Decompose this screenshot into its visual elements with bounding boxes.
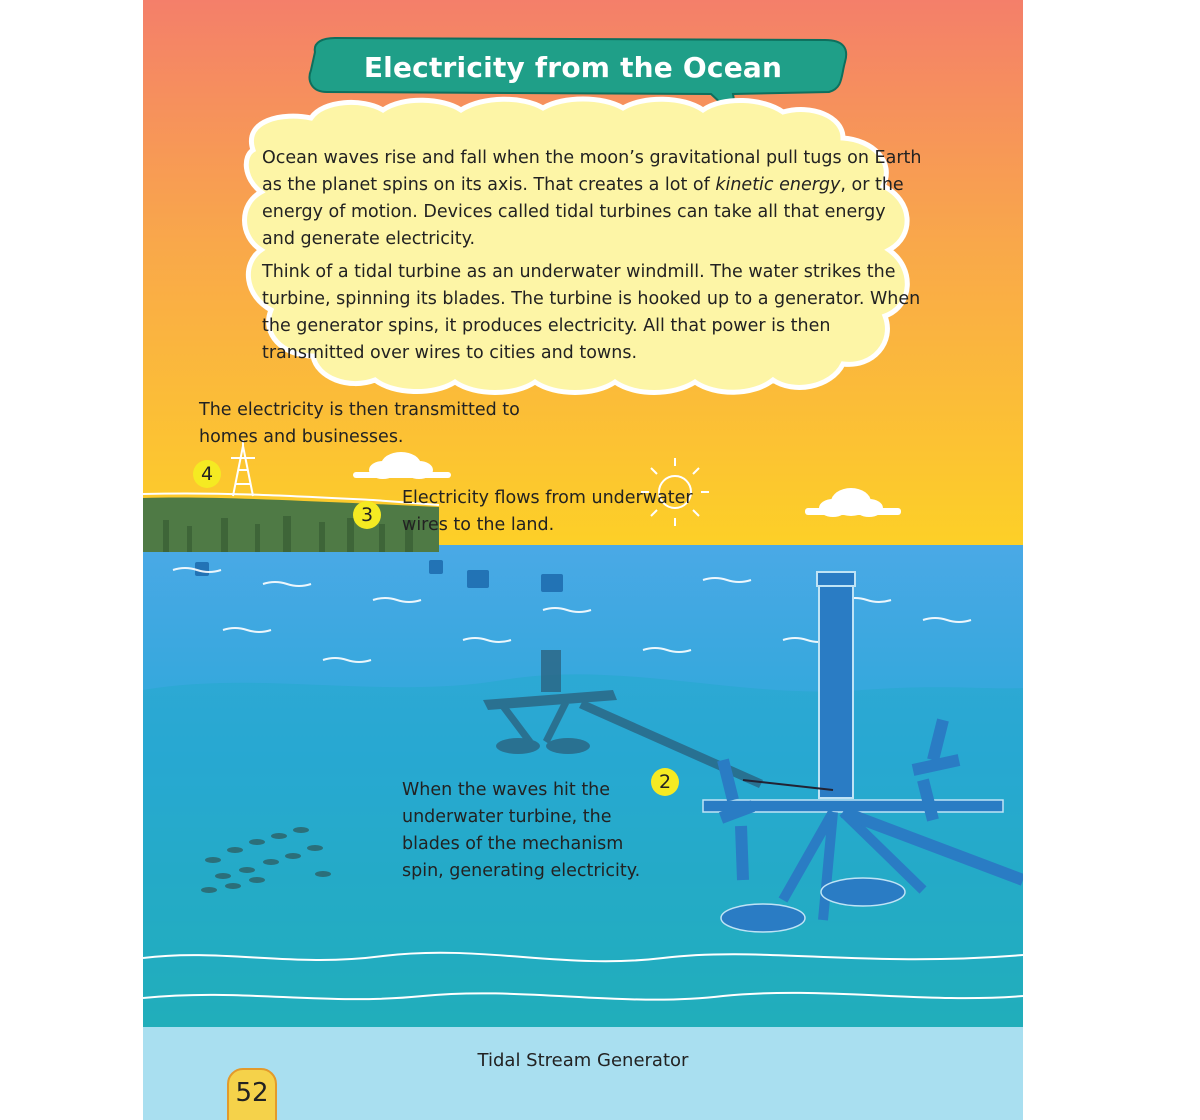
intro-paragraph-2: Think of a tidal turbine as an underwater windmill. The water strikes the turbine, spinning its blades. The turbine is hooked up to a generator. When the generator spins, it produces electricity. All that power is then transmitted over wires to cities and towns. <box>262 262 921 363</box>
step-2-text: When the waves hit the underwater turbine, the blades of the mechanism spin, generating electricity. <box>402 780 641 881</box>
intro-paragraph-1 <box>262 145 922 253</box>
page-number: 52 <box>227 1068 277 1120</box>
step-3-text: Electricity flows from underwater wires to the land. <box>402 488 693 535</box>
intro-p1-start: Ocean waves rise and fall when the moon’s gravitational pull tugs on Earth as the planet spins on its axis. That creates a lot of <box>262 148 922 195</box>
figure-caption: Tidal Stream Generator <box>477 1050 689 1071</box>
coastline <box>143 493 439 552</box>
intro-p1-end: , or the energy of motion. Devices called tidal turbines can take all that energy and generate electricity. <box>262 175 904 249</box>
step-2-badge: 2 <box>651 768 679 796</box>
step-4-text: The electricity is then transmitted to homes and businesses. <box>199 400 520 447</box>
intro-p1-term: kinetic energy <box>715 175 841 195</box>
step-3-badge: 3 <box>353 501 381 529</box>
book-page <box>143 0 1023 1120</box>
intro-text <box>262 145 922 373</box>
page-title: Electricity from the Ocean <box>363 50 783 84</box>
step-4-badge: 4 <box>193 460 221 488</box>
